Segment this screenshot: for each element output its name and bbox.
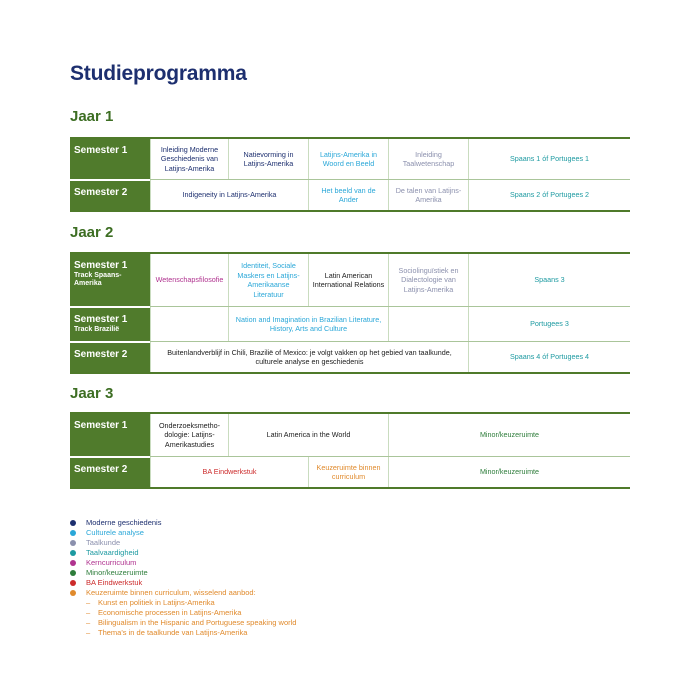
legend-item: Moderne geschiedenis	[70, 518, 470, 528]
table-row	[70, 456, 630, 487]
table-row	[70, 414, 630, 456]
legend-item: Culturele analyse	[70, 528, 470, 538]
course-cell: Spaans 1 óf Portugees 1	[468, 139, 630, 179]
table-row	[70, 306, 630, 341]
course-cell: Spaans 4 óf Portugees 4	[468, 342, 630, 372]
legend-dot-icon	[70, 570, 76, 576]
course-cell: Inleiding Taalwetenschap	[388, 139, 468, 179]
legend-item: Taalkunde	[70, 538, 470, 548]
page-title: Studieprogramma	[70, 62, 247, 85]
table-row	[70, 254, 630, 306]
legend-dot-icon	[70, 580, 76, 586]
year-1-heading: Jaar 1	[70, 108, 114, 125]
year-3-table	[70, 412, 630, 489]
legend-dot-icon	[70, 540, 76, 546]
course-cell: Keuzeruimte binnen curriculum	[308, 457, 388, 487]
track-label: Track Brazilië	[74, 326, 120, 333]
course-cell: Nation and Imagination in Brazilian Literature, History, Arts and Culture	[228, 307, 388, 341]
legend-item: BA Eindwerkstuk	[70, 578, 470, 588]
semester-label: Semester 1	[70, 139, 150, 179]
table-row	[70, 341, 630, 372]
semester-label: Semester 2	[70, 456, 150, 487]
year-3-heading: Jaar 3	[70, 385, 114, 402]
legend-subitem: – Thema's in de taalkunde van Latijns-Amerika	[86, 628, 248, 637]
course-cell: Het beeld van de Ander	[308, 180, 388, 210]
course-cell: Buitenlandverblijf in Chili, Brazilië of Mexico: je volgt vakken op het gebied van taalkunde, culturele analyse en geschiedenis	[150, 342, 468, 372]
legend-subitem: – Bilingualism in the Hispanic and Portuguese speaking world	[86, 618, 297, 627]
legend-dot-icon	[70, 550, 76, 556]
year-2-table	[70, 252, 630, 374]
legend-subitem: – Kunst en politiek in Latijns-Amerika	[86, 598, 215, 607]
legend-item: Keuzeruimte binnen curriculum, wisselend aanbod:	[70, 588, 470, 598]
legend-subitem: – Economische processen in Latijns-Amerika	[86, 608, 242, 617]
course-cell: Latijns-Amerika in Woord en Beeld	[308, 139, 388, 179]
course-cell: Onderzoeksmetho-dologie: Latijns-Amerikastudies	[150, 414, 228, 456]
course-cell: De talen van Latijns-Amerika	[388, 180, 468, 210]
legend-item: Minor/keuzeruimte	[70, 568, 470, 578]
legend-dot-icon	[70, 590, 76, 596]
course-cell: Wetenschapsfilosofie	[150, 254, 228, 306]
course-cell: Spaans 2 óf Portugees 2	[468, 180, 630, 210]
semester-label: Semester 2	[70, 179, 150, 210]
year-2-heading: Jaar 2	[70, 224, 114, 241]
course-cell: Natievorming in Latijns-Amerika	[228, 139, 308, 179]
table-row	[70, 139, 630, 179]
semester-label: Semester 1 Track Brazilië	[70, 306, 150, 341]
legend	[70, 518, 470, 638]
course-cell: Minor/keuzeruimte	[388, 414, 630, 456]
track-label: Track Spaans-Amerika	[74, 272, 122, 287]
course-cell: Identiteit, Sociale Maskers en Latijns-Amerikaanse Literatuur	[228, 254, 308, 306]
table-row	[70, 179, 630, 210]
empty-cell	[150, 307, 228, 341]
course-cell: Inleiding Moderne Geschiedenis van Latijns-Amerika	[150, 139, 228, 179]
legend-dot-icon	[70, 520, 76, 526]
semester-label: Semester 1	[70, 414, 150, 456]
course-cell: Sociolinguïstiek en Dialectologie van Latijns-Amerika	[388, 254, 468, 306]
year-1-table	[70, 137, 630, 212]
course-cell: Portugees 3	[468, 307, 630, 341]
course-cell: Latin American International Relations	[308, 254, 388, 306]
course-cell: Latin America in the World	[228, 414, 388, 456]
legend-dot-icon	[70, 530, 76, 536]
course-cell: Indigeneity in Latijns-Amerika	[150, 180, 308, 210]
course-cell: BA Eindwerkstuk	[150, 457, 308, 487]
legend-dot-icon	[70, 560, 76, 566]
course-cell: Spaans 3	[468, 254, 630, 306]
semester-label: Semester 1 Track Spaans-Amerika	[70, 254, 150, 306]
semester-label: Semester 2	[70, 341, 150, 372]
legend-item: Taalvaardigheid	[70, 548, 470, 558]
course-cell: Minor/keuzeruimte	[388, 457, 630, 487]
empty-cell	[388, 307, 468, 341]
legend-item: Kerncurriculum	[70, 558, 470, 568]
